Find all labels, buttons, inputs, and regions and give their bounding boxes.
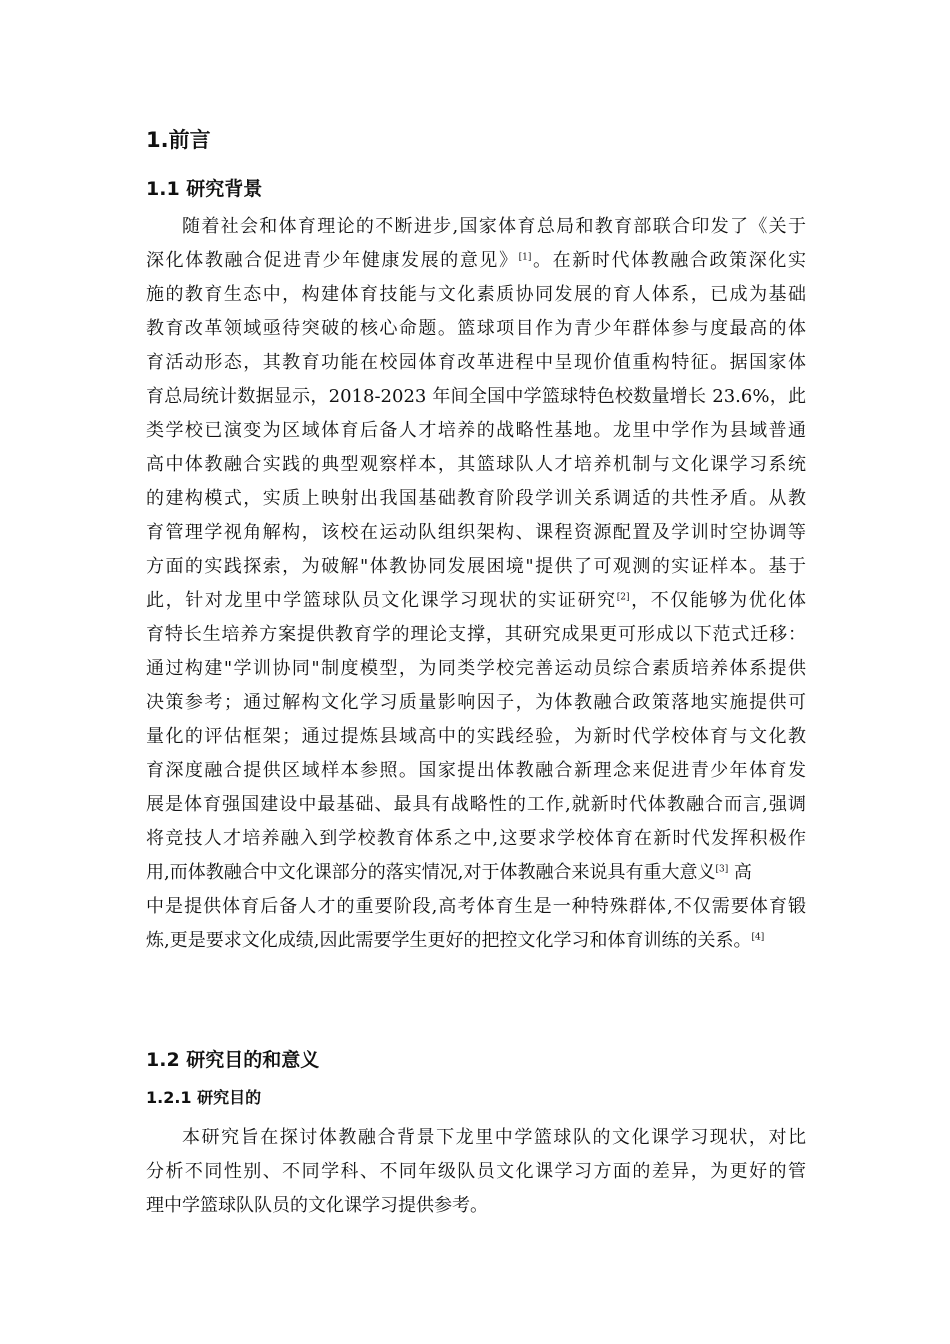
text-line: 类学校已演变为区域体育后备人才培养的战略性基地。龙里中学作为县域普通 bbox=[146, 420, 806, 441]
citation-2[interactable]: [2] bbox=[616, 592, 630, 603]
text-line: 理中学篮球队队员的文化课学习提供参考。 bbox=[146, 1195, 488, 1216]
text-line: 随着社会和体育理论的不断进步,国家体育总局和教育部联合印发了《关于 bbox=[182, 216, 806, 237]
text-line: 育管理学视角解构，该校在运动队组织架构、课程资源配置及学训时空协调等 bbox=[146, 522, 806, 543]
text-line: 的建构模式，实质上映射出我国基础教育阶段学训关系调适的共性矛盾。从教 bbox=[146, 488, 806, 509]
paragraph-research-background bbox=[146, 210, 806, 958]
citation-4[interactable]: [4] bbox=[751, 932, 765, 943]
citation-3[interactable]: [3] bbox=[715, 864, 729, 875]
text-line: 用,而体教融合中文化课部分的落实情况,对于体教融合来说具有重大意义[3] 高 bbox=[146, 862, 752, 883]
section-heading-research-purpose-significance: 1.2 研究目的和意义 bbox=[146, 1049, 320, 1071]
subsection-heading-research-purpose: 1.2.1 研究目的 bbox=[146, 1088, 262, 1107]
text-line: 量化的评估框架；通过提炼县域高中的实践经验，为新时代学校体育与文化教 bbox=[146, 726, 806, 747]
text-line: 育特长生培养方案提供教育学的理论支撑，其研究成果更可形成以下范式迁移： bbox=[146, 624, 806, 645]
text-line: 施的教育生态中，构建体育技能与文化素质协同发展的育人体系，已成为基础 bbox=[146, 284, 806, 305]
text-line: 深化体教融合促进青少年健康发展的意见》[1]。在新时代体教融合政策深化实 bbox=[146, 250, 807, 271]
text-line: 高中体教融合实践的典型观察样本，其篮球队人才培养机制与文化课学习系统 bbox=[146, 454, 806, 475]
text-line: 炼,更是要求文化成绩,因此需要学生更好的把控文化学习和体育训练的关系。[4] bbox=[146, 930, 765, 951]
text-line: 育总局统计数据显示，2018-2023 年间全国中学篮球特色校数量增长 23.6%，此 bbox=[146, 386, 806, 407]
text-line: 中是提供体育后备人才的重要阶段,高考体育生是一种特殊群体,不仅需要体育锻 bbox=[146, 896, 806, 917]
citation-1[interactable]: [1] bbox=[518, 252, 532, 263]
text-line: 通过构建"学训协同"制度模型，为同类学校完善运动员综合素质培养体系提供 bbox=[146, 658, 806, 679]
text-line: 展是体育强国建设中最基础、最具有战略性的工作,就新时代体教融合而言,强调 bbox=[146, 794, 806, 815]
text-line: 育活动形态，其教育功能在校园体育改革进程中呈现价值重构特征。据国家体 bbox=[146, 352, 806, 373]
paragraph-research-purpose bbox=[146, 1121, 806, 1223]
text-line: 本研究旨在探讨体教融合背景下龙里中学篮球队的文化课学习现状，对比 bbox=[182, 1127, 806, 1148]
text-line: 决策参考；通过解构文化学习质量影响因子，为体教融合政策落地实施提供可 bbox=[146, 692, 806, 713]
text-line: 分析不同性别、不同学科、不同年级队员文化课学习方面的差异，为更好的管 bbox=[146, 1161, 806, 1182]
text-line: 将竞技人才培养融入到学校教育体系之中,这要求学校体育在新时代发挥积极作 bbox=[146, 828, 806, 849]
section-heading-research-background: 1.1 研究背景 bbox=[146, 178, 263, 200]
text-line: 教育改革领域亟待突破的核心命题。篮球项目作为青少年群体参与度最高的体 bbox=[146, 318, 806, 339]
text-line: 育深度融合提供区域样本参照。国家提出体教融合新理念来促进青少年体育发 bbox=[146, 760, 806, 781]
section-heading-preface: 1.前言 bbox=[146, 128, 211, 152]
text-line: 方面的实践探索，为破解"体教协同发展困境"提供了可观测的实证样本。基于 bbox=[146, 556, 806, 577]
text-line: 此，针对龙里中学篮球队员文化课学习现状的实证研究[2]，不仅能够为优化体 bbox=[146, 590, 807, 611]
